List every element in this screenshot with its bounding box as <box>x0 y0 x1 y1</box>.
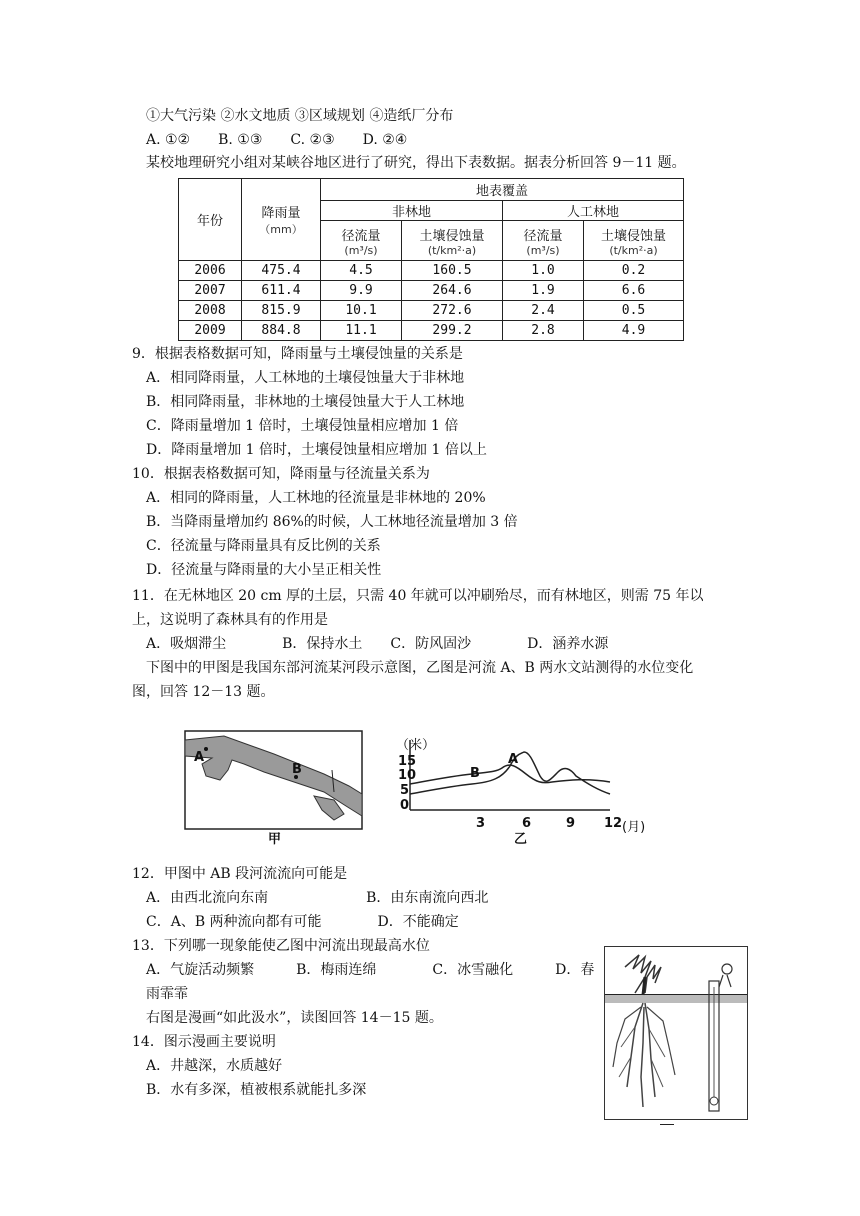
figure-intro-cont: 图，回答 12－13 题。 <box>132 684 275 700</box>
tree-roots-well-drawing <box>605 947 747 1119</box>
x-tick: 12 <box>604 816 623 831</box>
question-9: 9．根据表格数据可知，降雨量与土壤侵蚀量的关系是 <box>132 346 463 362</box>
y-tick: 10 <box>398 768 417 783</box>
header-non-forest: 非林地 <box>321 201 503 221</box>
point-a-label: A <box>194 750 205 765</box>
question-12: 12．甲图中 AB 段河流流向可能是 <box>132 866 348 882</box>
header-runoff-2: 径流量 (m³/s) <box>503 221 584 261</box>
y-axis-unit: （米） <box>396 738 436 753</box>
divider <box>660 1124 674 1125</box>
question-11: 11．在无林地区 20 cm 厚的土层，只需 40 年就可以冲刷殆尽，而有林地区，则需 75 年以 <box>132 588 704 604</box>
option: B．相同降雨量，非林地的土壤侵蚀量大于人工林地 <box>146 394 465 410</box>
table-row: 2007 611.4 9.9 264.6 1.9 6.6 <box>179 281 684 301</box>
option: C．径流量与降雨量具有反比例的关系 <box>146 538 381 554</box>
x-tick: 6 <box>522 816 532 831</box>
y-tick: 15 <box>398 754 417 769</box>
header-erosion-2: 土壤侵蚀量 (t/km²·a) <box>584 221 684 261</box>
y-tick: 0 <box>400 798 410 813</box>
table-intro: 某校地理研究小组对某峡谷地区进行了研究，得出下表数据。据表分析回答 9－11 题。 <box>146 155 686 171</box>
header-rainfall: 降雨量 （mm） <box>242 179 321 261</box>
option: B．水有多深，植被根系就能扎多深 <box>146 1082 367 1098</box>
option: A．相同的降雨量，人工林地的径流量是非林地的 20% <box>146 490 486 506</box>
series-b-label: B <box>470 766 480 781</box>
question-10: 10．根据表格数据可知，降雨量与径流量关系为 <box>132 466 430 482</box>
option: A．井越深，水质越好 <box>146 1058 283 1074</box>
y-tick: 5 <box>400 783 410 798</box>
point-b-label: B <box>292 762 302 777</box>
question-13: 13．下列哪一现象能使乙图中河流出现最高水位 <box>132 938 430 954</box>
data-table <box>178 178 684 341</box>
options-12-ab: A．由西北流向东南 B．由东南流向西北 <box>146 890 489 906</box>
option: A．相同降雨量，人工林地的土壤侵蚀量大于非林地 <box>146 370 465 386</box>
option: D．径流量与降雨量的大小呈正相关性 <box>146 562 382 578</box>
question-14: 14．图示漫画主要说明 <box>132 1034 276 1050</box>
figure-yi-label: 乙 <box>514 832 528 847</box>
series-a-label: A <box>508 752 519 767</box>
header-plantation: 人工林地 <box>503 201 684 221</box>
table-row: 2006 475.4 4.5 160.5 1.0 0.2 <box>179 261 684 281</box>
table-row: 2009 884.8 11.1 299.2 2.8 4.9 <box>179 321 684 341</box>
options-12-cd: C．A、B 两种流向都有可能 D．不能确定 <box>146 914 459 930</box>
cartoon-illustration <box>604 946 748 1120</box>
cartoon-intro: 右图是漫画“如此汲水”，读图回答 14－15 题。 <box>146 1010 443 1026</box>
x-axis-unit: (月) <box>622 820 646 835</box>
header-year: 年份 <box>179 179 242 261</box>
option: B．当降雨量增加约 86%的时候，人工林地径流量增加 3 倍 <box>146 514 518 530</box>
option: C．降雨量增加 1 倍时，土壤侵蚀量相应增加 1 倍 <box>146 418 459 434</box>
header-runoff-1: 径流量 (m³/s) <box>321 221 402 261</box>
option: D．降雨量增加 1 倍时，土壤侵蚀量相应增加 1 倍以上 <box>146 442 487 458</box>
x-tick: 3 <box>476 816 486 831</box>
options-line: ①大气污染 ②水文地质 ③区域规划 ④造纸厂分布 <box>146 108 454 124</box>
river-map-figure <box>184 730 364 832</box>
options-11: A．吸烟滞尘 B．保持水土 C．防风固沙 D．涵养水源 <box>146 636 609 652</box>
figure-intro: 下图中的甲图是我国东部河流某河段示意图，乙图是河流 A、B 两水文站测得的水位变化 <box>146 660 694 676</box>
answer-options: A. ①② B. ①③ C. ②③ D. ②④ <box>146 132 408 148</box>
question-11-cont: 上，这说明了森林具有的作用是 <box>132 612 328 628</box>
header-erosion-1: 土壤侵蚀量 (t/km²·a) <box>402 221 503 261</box>
table-row: 2008 815.9 10.1 272.6 2.4 0.5 <box>179 301 684 321</box>
x-tick: 9 <box>566 816 576 831</box>
options-13-cont: 雨霏霏 <box>146 986 188 1002</box>
figure-jia-label: 甲 <box>268 832 282 847</box>
options-13: A．气旋活动频繁 B．梅雨连绵 C．冰雪融化 D．春 <box>146 962 595 978</box>
header-surface-cover: 地表覆盖 <box>321 179 684 201</box>
